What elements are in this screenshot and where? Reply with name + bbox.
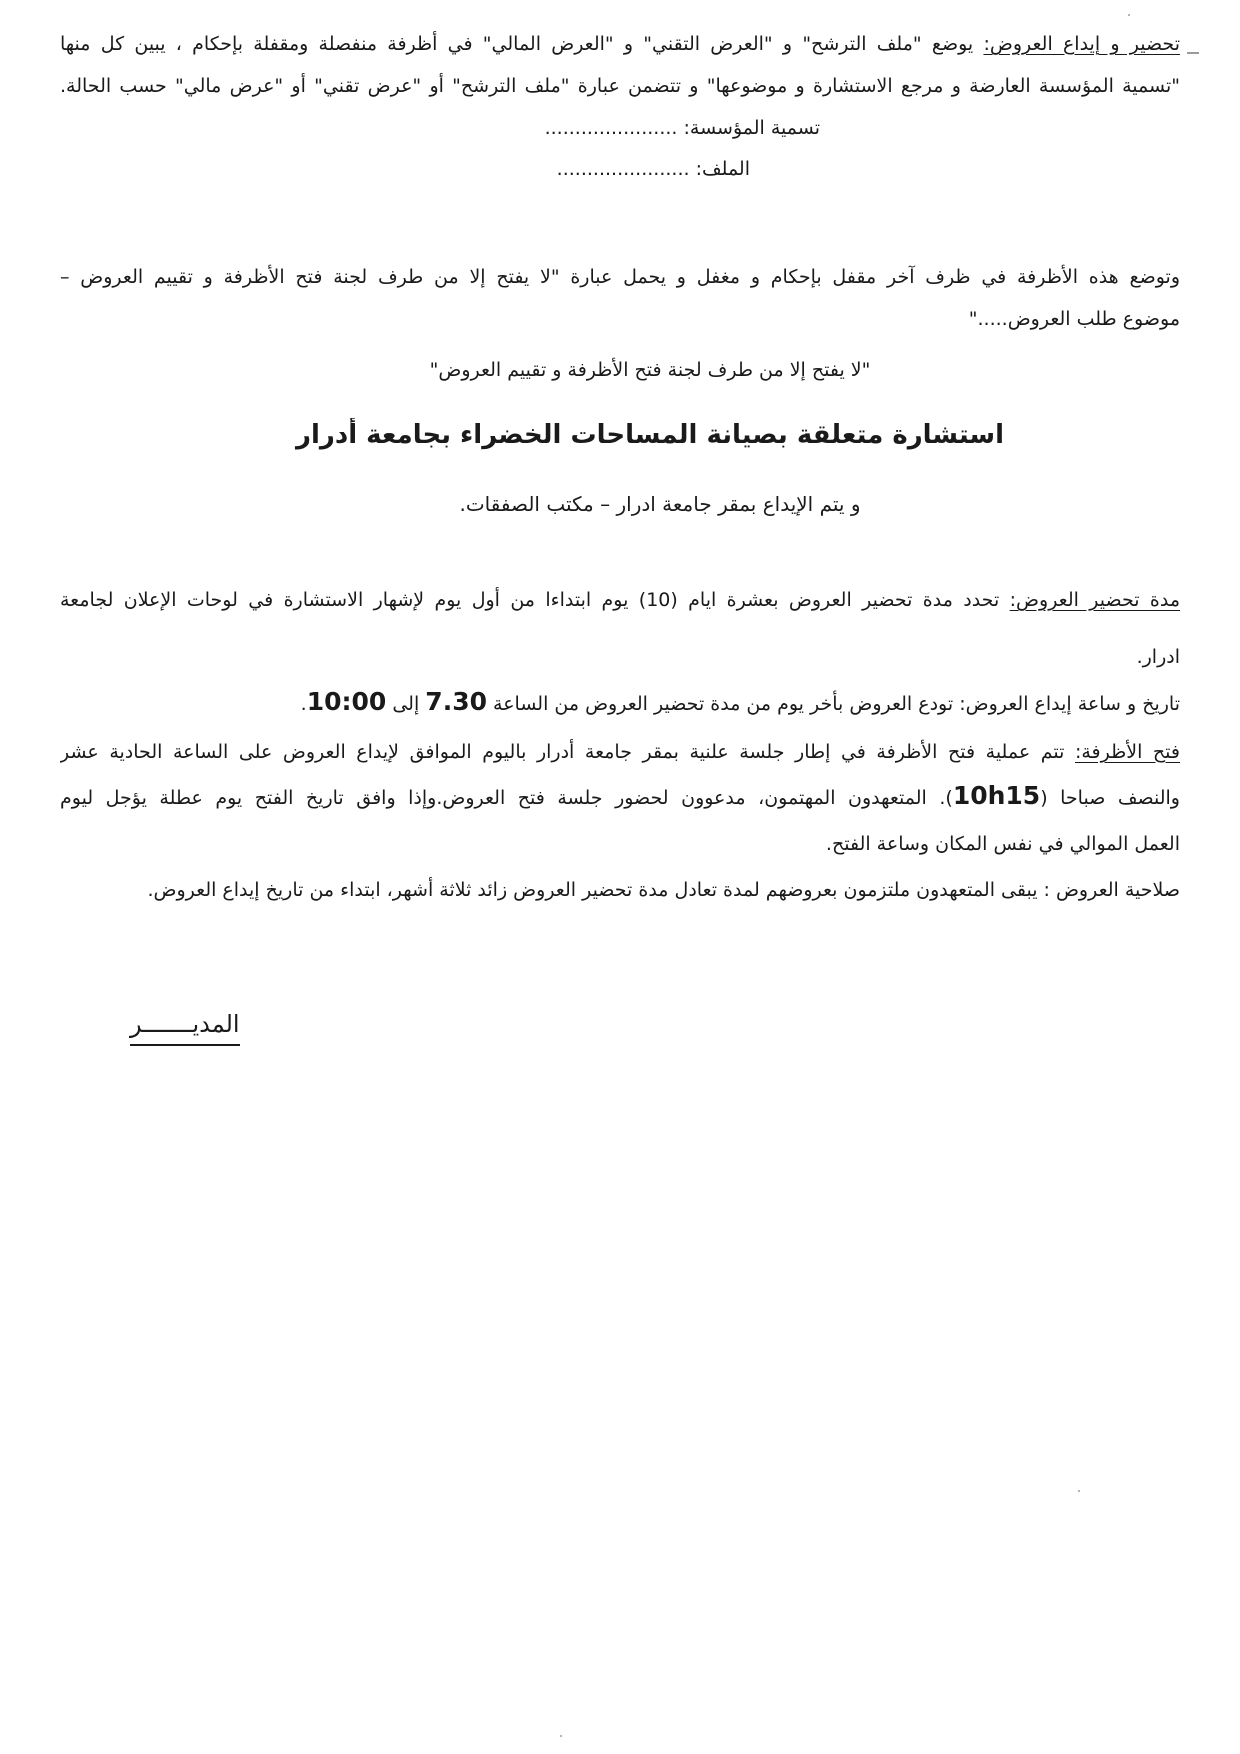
- preparation-label: تحضير و إيداع العروض:: [983, 33, 1180, 55]
- preparation-period-line-1: [60, 586, 1180, 614]
- preparation-text-1: يوضع "ملف الترشح" و "العرض التقني" و "العرض المالي" في أظرفة منفصلة ومقفلة بإحكام ، يبين كل منها: [60, 33, 974, 55]
- preparation-line-1: [60, 30, 1180, 58]
- opening-label: فتح الأظرفة:: [1074, 741, 1180, 763]
- deposit-place: [380, 490, 940, 518]
- scan-speck: [1128, 14, 1130, 16]
- deposit-time-text: تودع العروض بأخر يوم من مدة تحضير العروض من الساعة: [493, 693, 954, 715]
- preparation-period-label: مدة تحضير العروض:: [1009, 589, 1180, 611]
- deposit-time-label: تاريخ و ساعة إيداع العروض:: [959, 693, 1180, 715]
- deposit-place-text: و يتم الإيداع بمقر جامعة ادرار – مكتب الصفقات.: [459, 492, 860, 518]
- outer-envelope-line-1: وتوضع هذه الأظرفة في ظرف آخر مقفل بإحكام و مغفل و يحمل عبارة "لا يفتح إلا من طرف لجنة فتح الأظرفة و تقييم العروض –: [60, 266, 1180, 288]
- preparation-period-text: تحدد مدة تحضير العروض بعشرة ايام (10) يوم ابتداءا من أول يوم لإشهار الاستشارة في لوحات الإعلان لجامعة: [60, 589, 1000, 611]
- preparation-line-2: "تسمية المؤسسة العارضة و مرجع الاستشارة و موضوعها" و تتضمن عبارة "ملف الترشح" أو "عرض تقني" أو "عرض مالي" حسب الحالة.: [60, 75, 1180, 97]
- institution-field: تسمية المؤسسة: ......................: [544, 117, 820, 139]
- opening-line-3: العمل الموالي في نفس المكان وساعة الفتح.: [825, 833, 1180, 855]
- deposit-to-time: 10:00: [306, 688, 387, 716]
- deposit-to-word: إلى: [392, 693, 420, 715]
- scan-speck: [560, 1735, 562, 1737]
- scan-mark: [1187, 52, 1199, 54]
- opening-time: 10h15: [952, 782, 1041, 810]
- file-field: الملف: ......................: [556, 158, 750, 180]
- director-signature: المديـــــــر: [130, 1010, 240, 1046]
- validity-line: صلاحية العروض : يبقى المتعهدون ملتزمون بعروضهم لمدة تعادل مدة تحضير العروض زائد ثلاثة أشهر، ابتداء من تاريخ إيداع العروض.: [147, 879, 1180, 901]
- deposit-time-line: [60, 688, 1180, 718]
- opening-line-2: [60, 782, 1180, 812]
- opening-text-2-start: والنصف صباحا (: [1040, 787, 1180, 809]
- opening-text-2-end: ). المتعهدون المهتمون، مدعوون لحضور جلسة فتح العروض.وإذا وافق تاريخ الفتح يوم عطلة يؤجل ليوم: [60, 787, 953, 809]
- consultation-title: استشارة متعلقة بصيانة المساحات الخضراء بجامعة أدرار: [296, 420, 1004, 450]
- opening-line-1: [60, 738, 1180, 766]
- opening-text-1: تتم عملية فتح الأظرفة في إطار جلسة علنية بمقر جامعة أدرار باليوم الموافق لإيداع العروض على الساعة الحادية عشر: [60, 741, 1065, 763]
- preparation-period-line-2: ادرار.: [1136, 646, 1180, 668]
- scan-speck: [1078, 1490, 1080, 1492]
- envelope-notice: "لا يفتح إلا من طرف لجنة فتح الأظرفة و تقييم العروض": [429, 359, 871, 381]
- outer-envelope-line-2: موضوع طلب العروض.....": [968, 308, 1180, 330]
- deposit-end: .: [300, 693, 307, 715]
- deposit-from-time: 7.30: [425, 688, 487, 716]
